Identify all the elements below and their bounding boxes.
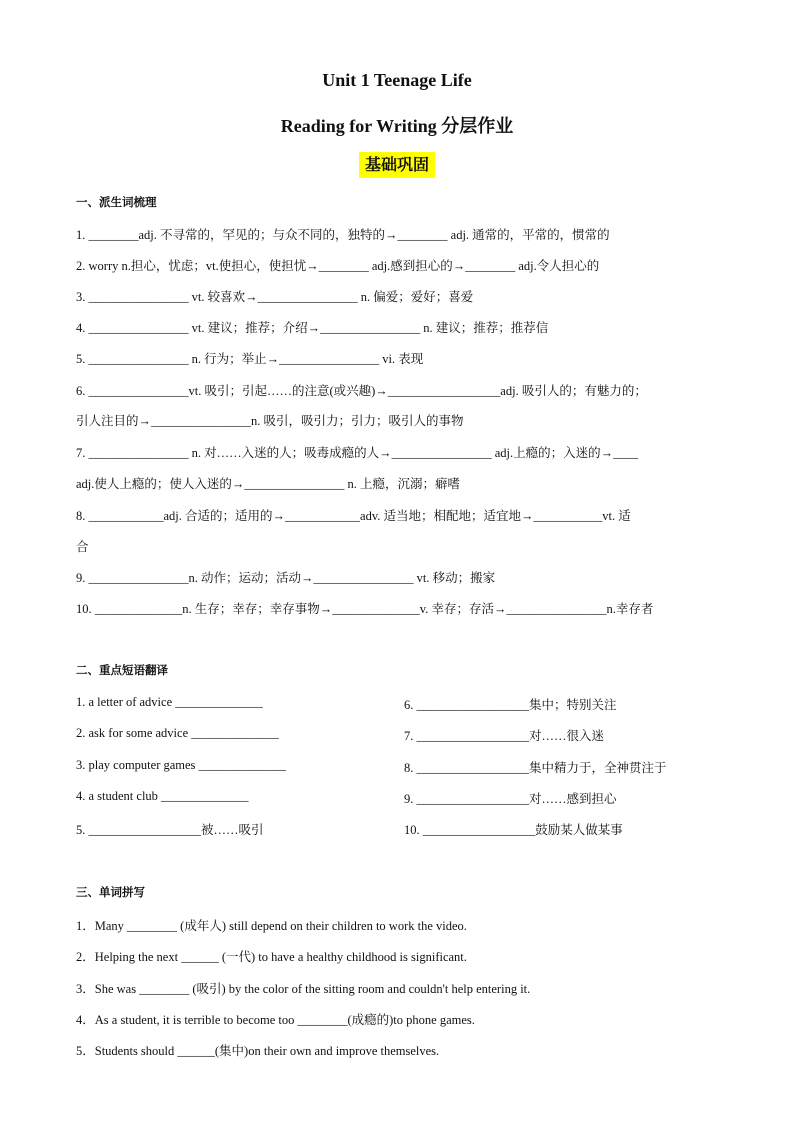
spelling-item: 5．Students should ______(集中)on their own and improve themselves. — [76, 1044, 440, 1058]
document-subtitle: Reading for Writing 分层作业 — [280, 116, 514, 136]
spelling-item: 4．As a student, it is terrible to become too ________(成瘾的)to phone games. — [76, 1013, 475, 1027]
phrase-item: 6. __________________集中；特别关注 — [404, 698, 617, 712]
phrase-item: 1. a letter of advice ______________ — [76, 695, 263, 709]
phrase-item: 4. a student club ______________ — [76, 789, 249, 803]
exercise-line: 9. ________________n. 动作；运动；活动→________________ vt. 移动；搬家 — [76, 571, 496, 585]
document-title: Unit 1 Teenage Life — [322, 70, 472, 90]
phrase-item: 9. __________________对……感到担心 — [404, 792, 617, 806]
exercise-line: adj.使人上瘾的；使人入迷的→________________ n. 上瘾，沉溺；癖嗜 — [76, 477, 461, 491]
section3-heading: 三、单词拼写 — [76, 885, 145, 899]
exercise-line: 2. worry n.担心，忧虑；vt.使担心，使担忧→________ adj.感到担心的→________ adj.令人担心的 — [76, 259, 600, 273]
exercise-line: 10. ______________n. 生存；幸存；幸存事物→______________v. 幸存；存活→________________n.幸存者 — [76, 602, 654, 616]
exercise-line: 6. ________________vt. 吸引；引起……的注意(或兴趣)→__________________adj. 吸引人的；有魅力的； — [76, 384, 647, 398]
exercise-line: 7. ________________ n. 对……入迷的人；吸毒成瘾的人→________________ adj.上瘾的；入迷的→____ — [76, 446, 639, 460]
spelling-item: 1．Many ________ (成年人) still depend on their children to work the video. — [76, 919, 467, 933]
phrase-item: 2. ask for some advice ______________ — [76, 726, 279, 740]
exercise-line: 合 — [76, 540, 89, 554]
exercise-line: 8. ____________adj. 合适的；适用的→____________adv. 适当地；相配地；适宜地→___________vt. 适 — [76, 509, 631, 523]
exercise-line: 4. ________________ vt. 建议；推荐；介绍→________________ n. 建议；推荐；推荐信 — [76, 321, 549, 335]
section2-heading: 二、重点短语翻译 — [76, 663, 168, 677]
phrase-item: 5. __________________被……吸引 — [76, 823, 264, 837]
exercise-line: 3. ________________ vt. 较喜欢→________________ n. 偏爱；爱好；喜爱 — [76, 290, 474, 304]
phrase-item: 7. __________________对……很入迷 — [404, 729, 605, 743]
section1-heading: 一、派生词梳理 — [76, 195, 157, 209]
phrase-item: 10. __________________鼓励某人做某事 — [404, 823, 623, 837]
spelling-item: 3．She was ________ (吸引) by the color of the sitting room and couldn't help entering it. — [76, 982, 531, 996]
exercise-line: 1. ________adj. 不寻常的，罕见的；与众不同的，独特的→________ adj. 通常的，平常的，惯常的 — [76, 228, 610, 242]
phrase-item: 8. __________________集中精力于，全神贯注于 — [404, 761, 667, 775]
spelling-item: 2．Helping the next ______ (一代) to have a healthy childhood is significant. — [76, 950, 467, 964]
exercise-line: 引人注目的→________________n. 吸引，吸引力；引力；吸引人的事物 — [76, 414, 464, 428]
phrase-item: 3. play computer games ______________ — [76, 758, 287, 772]
level-badge: 基础巩固 — [359, 152, 435, 178]
exercise-line: 5. ________________ n. 行为；举止→________________ vi. 表现 — [76, 352, 424, 366]
